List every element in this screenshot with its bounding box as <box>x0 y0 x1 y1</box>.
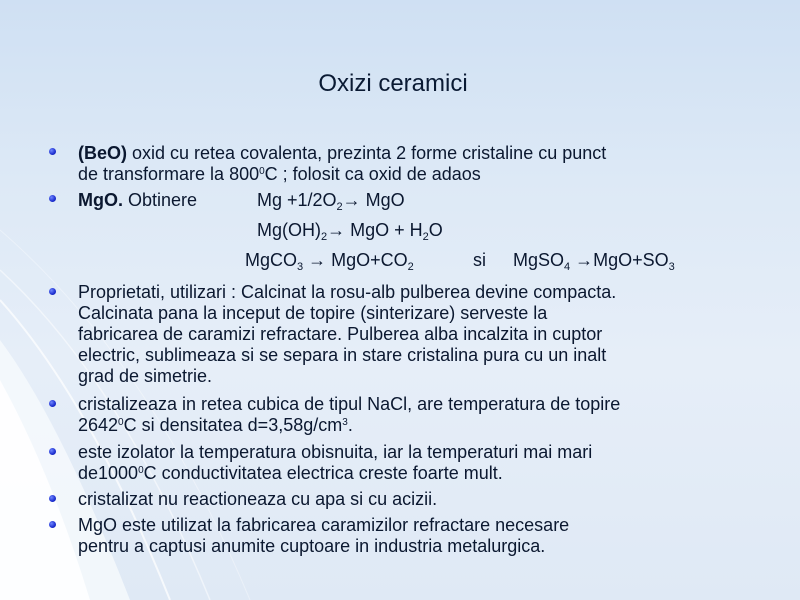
bullet-cristalizat: cristalizat nu reactioneaza cu apa si cu acizii. <box>78 489 438 509</box>
bullet-mgo-obtinere <box>78 190 197 211</box>
reaction-1: $Mg +1/2O_2\to$ MgO <box>257 190 405 213</box>
bullet-dot <box>49 148 56 155</box>
bullet-dot <box>49 495 56 502</box>
bullet-cristalizeaza: cristalizeaza in retea cubica de tipul NaCl, are temperatura de topire 2642$^0$C si densitatea $d=3,58g/cm^3$. <box>78 394 621 435</box>
bullet-dot <box>49 288 56 295</box>
beo-line-1: (BeO) oxid cu retea covalenta, prezinta 2 forme cristaline cu punct <box>78 143 607 163</box>
slide-title: Oxizi ceramici <box>318 70 468 97</box>
reaction-3-si: si <box>473 250 486 270</box>
bullet-dot <box>49 521 56 528</box>
mgo-formula: MgO. <box>78 190 123 210</box>
beo-line-2: de transformare la $800^0C$ ; folosit ca oxid de adaos <box>78 164 481 184</box>
bullet-dot <box>49 400 56 407</box>
reaction-3: MgCO$_3$ → $MgO+CO_2$ <box>245 250 414 273</box>
bullet-beo <box>78 143 606 185</box>
reaction-4: MgSO$_4$ $\to MgO+SO_3$ <box>513 250 675 273</box>
obtinere-label: Obtinere <box>123 190 198 210</box>
bullet-dot <box>49 448 56 455</box>
bullet-izolator: este izolator la temperatura obisnuita, iar la temperaturi mai mari de1000$^0$C conductivitatea electrica creste foarte mult. <box>78 442 593 483</box>
bullet-dot <box>49 195 56 202</box>
reaction-2: $Mg(OH)_2\to$ MgO + $H_2O$ <box>257 220 443 243</box>
bullet-utilizare: MgO este utilizat la fabricarea caramizilor refractare necesare pentru a captusi anumite cuptoare in industria metalurgica. <box>78 515 570 556</box>
beo-formula: (BeO) <box>78 143 127 163</box>
bullet-proprietati: Proprietati, utilizari : Calcinat la rosu-alb pulberea devine compacta. Calcinata pana la inceput de topire (sinterizare) serveste la fabricarea de caramizi refractare. Pulberea alba incalzita in cuptor electric, sublimeaza si se separa in stare cristalina pura cu un inalt grad de simetrie. <box>78 282 617 386</box>
